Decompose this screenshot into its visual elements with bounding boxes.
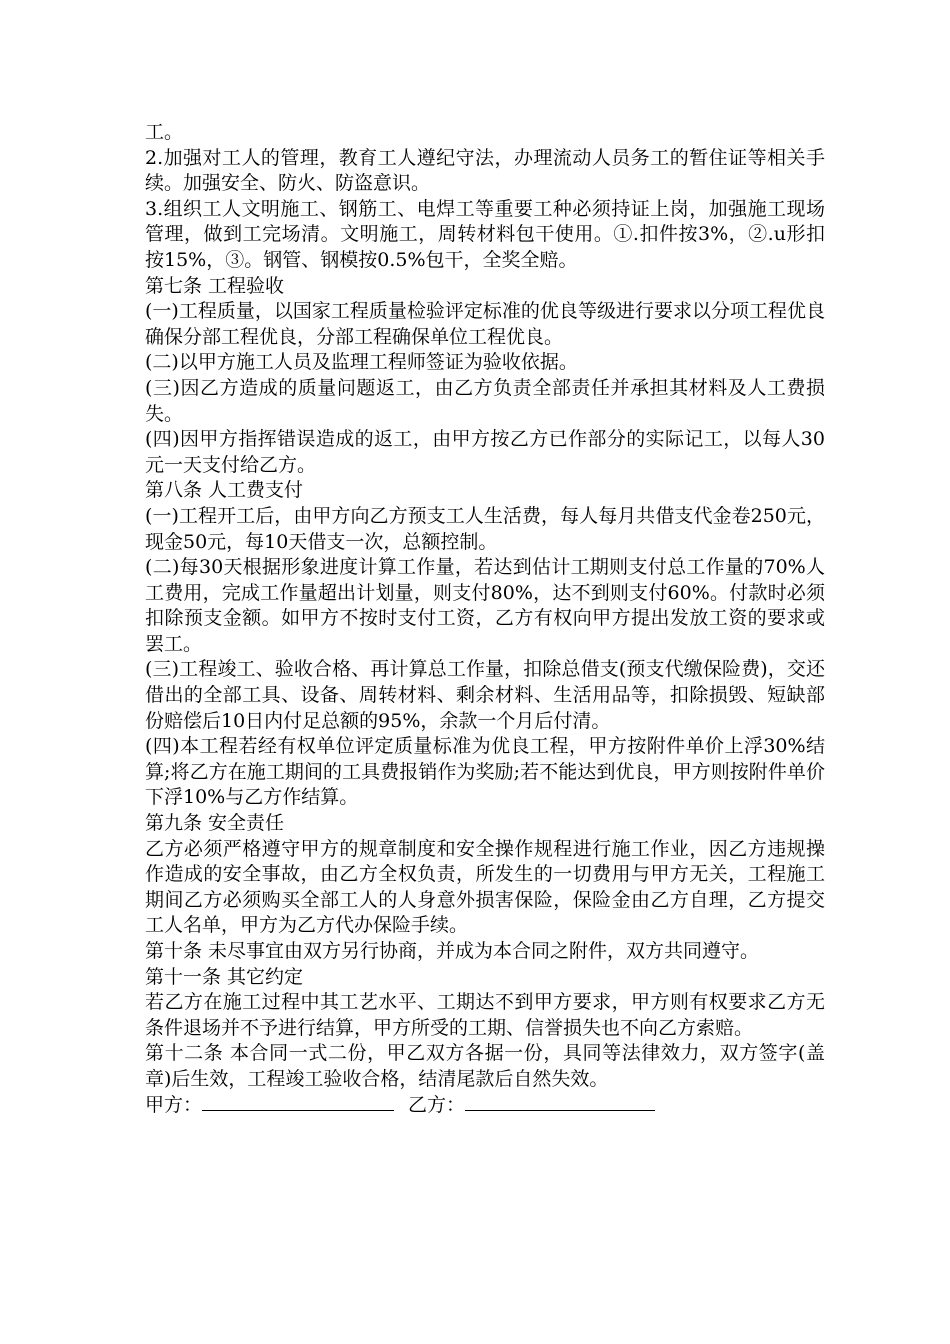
article-11-body: 若乙方在施工过程中其工艺水平、工期达不到甲方要求，甲方则有权要求乙方无条件退场并不予进行结算，甲方所受的工期、信誉损失也不向乙方索赔。 (145, 991, 825, 1039)
article-12: 第十二条 本合同一式二份，甲乙双方各据一份，具同等法律效力，双方签字(盖章)后生效，工程竣工验收合格，结清尾款后自然失效。 (145, 1042, 825, 1090)
article-10: 第十条 未尽事宜由双方另行协商，并成为本合同之附件，双方共同遵守。 (145, 940, 760, 962)
paragraph-worker-management: 2.加强对工人的管理，教育工人遵纪守法，办理流动人员务工的暂住证等相关手续。加强安全、防火、防盗意识。 (145, 146, 825, 195)
article-7-item-2: (二)以甲方施工人员及监理工程师签证为验收依据。 (145, 351, 578, 374)
paragraph-continuation: 工。 (145, 121, 184, 143)
paragraph-civilized-construction: 3.组织工人文明施工、钢筋工、电焊工等重要工种必须持证上岗，加强施工现场管理，做到工完场清。文明施工，周转材料包干使用。①.扣件按3%，②.u形扣按15%，③。钢管、钢模按0.5%包干，全奖全赔。 (145, 197, 825, 271)
party-a-label: 甲方： (145, 1093, 203, 1116)
article-7-item-3: (三)因乙方造成的质量问题返工，由乙方负责全部责任并承担其材料及人工费损失。 (145, 376, 825, 425)
article-8-item-2: (二)每30天根据形象进度计算工作量，若达到估计工期则支付总工作量的70%人工费用，完成工作量超出计划量，则支付80%，达不到则支付60%。付款时必须扣除预支金额。如甲方不按时支付工资，乙方有权向甲方提出发放工资的要求或罢工。 (145, 556, 825, 655)
signature-line (145, 1093, 825, 1119)
article-7-item-1: (一)工程质量，以国家工程质量检验评定标准的优良等级进行要求以分项工程优良确保分部工程优良，分部工程确保单位工程优良。 (145, 300, 825, 348)
article-8-item-3: (三)工程竣工、验收合格、再计算总工作量，扣除总借支(预支代缴保险费)，交还借出的全部工具、设备、周转材料、剩余材料、生活用品等，扣除损毁、短缺部份赔偿后10日内付足总额的95%，余款一个月后付清。 (145, 658, 825, 732)
party-b-label: 乙方： (408, 1093, 466, 1116)
article-9-heading: 第九条 安全责任 (145, 812, 285, 835)
article-8-item-1: (一)工程开工后，由甲方向乙方预支工人生活费，每人每月共借支代金卷250元，现金50元，每10天借支一次，总额控制。 (145, 504, 825, 553)
article-8-heading: 第八条 人工费支付 (145, 479, 304, 502)
contract-body (145, 120, 825, 1118)
article-11-heading: 第十一条 其它约定 (145, 965, 304, 988)
article-7-heading: 第七条 工程验收 (145, 274, 285, 297)
party-b-signature-blank (465, 1093, 655, 1111)
party-a-signature-blank (202, 1093, 394, 1111)
article-8-item-4: (四)本工程若经有权单位评定质量标准为优良工程，甲方按附件单价上浮30%结算;将乙方在施工期间的工具费报销作为奖励;若不能达到优良，甲方则按附件单价下浮10%与乙方作结算。 (145, 735, 825, 809)
article-7-item-4: (四)因甲方指挥错误造成的返工，由甲方按乙方已作部分的实际记工，以每人30元一天支付给乙方。 (145, 428, 825, 476)
article-9-body: 乙方必须严格遵守甲方的规章制度和安全操作规程进行施工作业，因乙方违规操作造成的安全事故，由乙方全权负责，所发生的一切费用与甲方无关，工程施工期间乙方必须购买全部工人的人身意外损害保险，保险金由乙方自理，乙方提交工人名单，甲方为乙方代办保险手续。 (145, 837, 825, 937)
